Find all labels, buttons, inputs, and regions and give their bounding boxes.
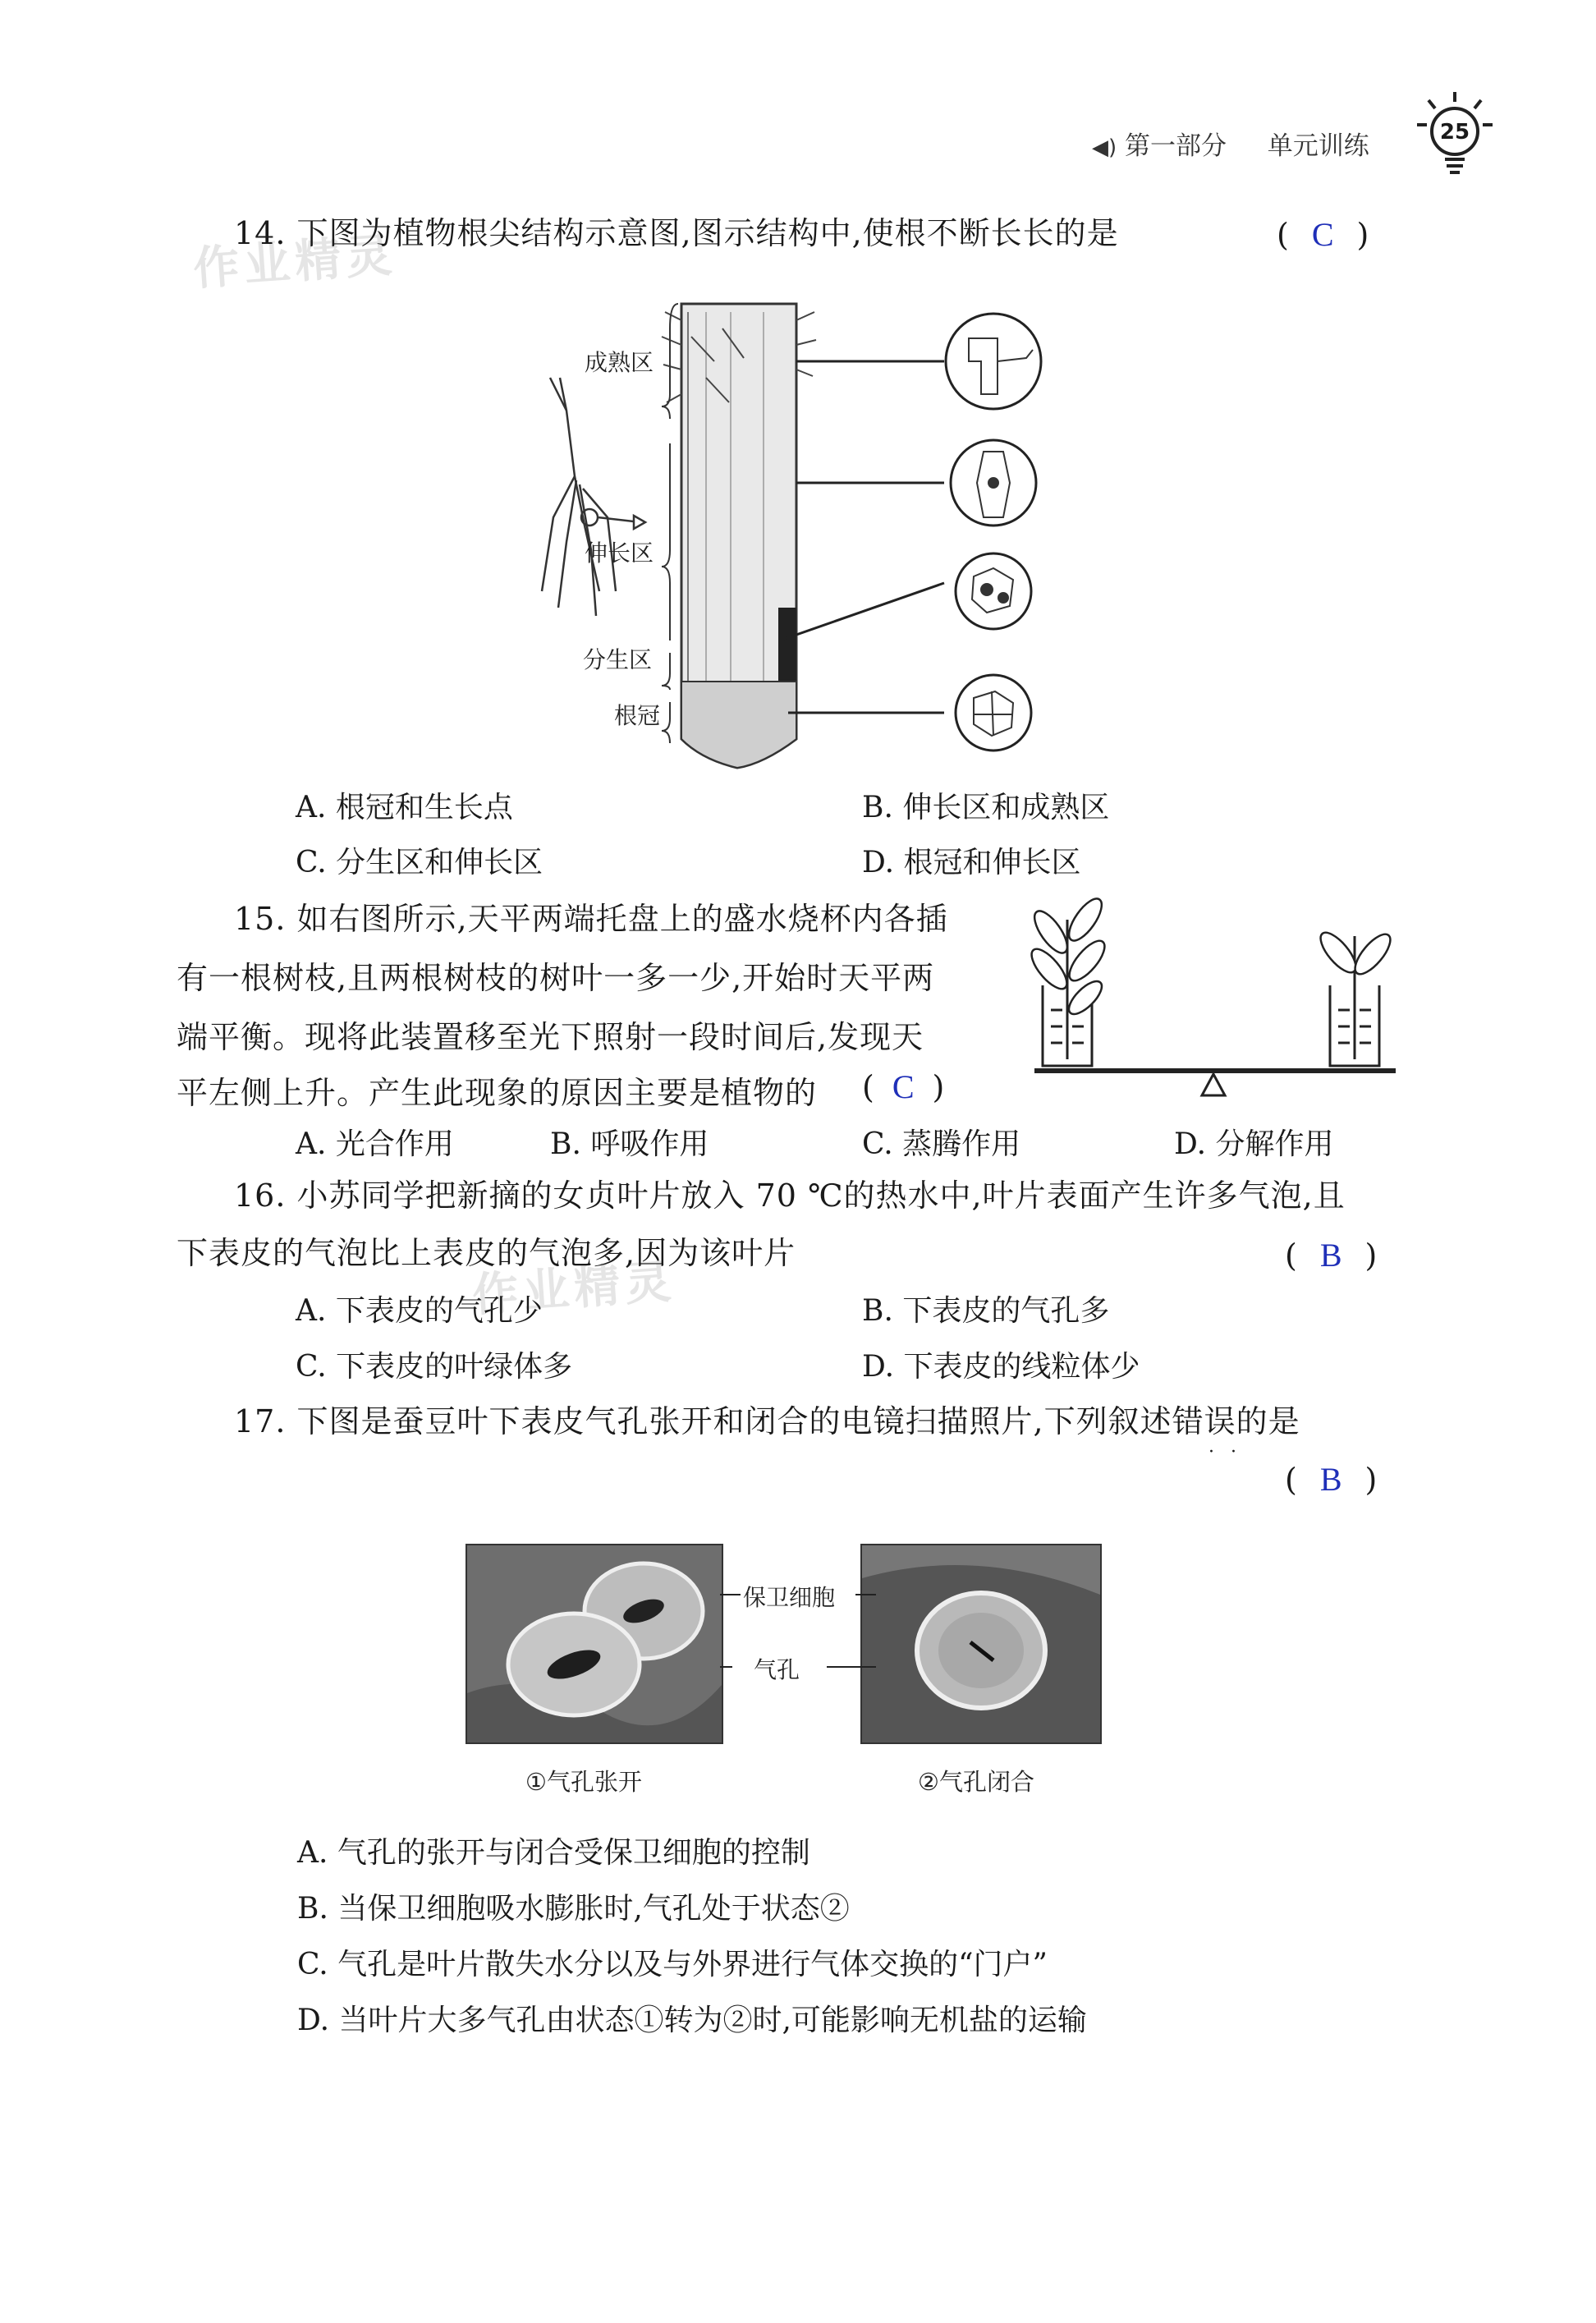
pointer-lines [780,361,944,713]
q17-option-d: D. 当叶片大多气孔由状态①转为②时,可能影响无机盐的运输 [297,2004,1087,2037]
q15-line-4: 平左侧上升。产生此现象的原因主要是植物的 [177,1075,818,1111]
label-meristem-zone: 分生区 [583,646,653,673]
q14-option-c: C. 分生区和伸长区 [296,846,543,879]
q17-option-a: A. 气孔的张开与闭合受保卫细胞的控制 [297,1836,810,1870]
q15-answer: C [892,1068,915,1105]
header-section: 第一部分 [1125,131,1227,161]
stomata-open-photo [466,1544,723,1744]
watermark: 作业精灵 [191,228,399,296]
q15-option-a: A. 光合作用 [296,1127,454,1161]
label-elongation-zone: 伸长区 [585,539,654,567]
seedling-sketch [542,378,645,616]
label-maturation-zone: 成熟区 [585,349,654,376]
q15-answer-paren: ( C ) [862,1068,945,1105]
page-header [1092,125,1369,162]
q15-line-2: 有一根树枝,且两根树枝的树叶一多一少,开始时天平两 [177,960,935,996]
q15-line-1: 15. 如右图所示,天平两端托盘上的盛水烧杯内各插 [234,901,948,937]
q17-option-c: C. 气孔是叶片散失水分以及与外界进行气体交换的“门户” [297,1948,1048,1981]
emphasis-dots: ·· [1208,1442,1253,1462]
zone-brackets [662,304,678,743]
q16-option-c: C. 下表皮的叶绿体多 [296,1350,573,1384]
q16-option-a: A. 下表皮的气孔少 [296,1294,543,1328]
q15-line-3: 端平衡。现将此装置移至光下照射一段时间后,发现天 [177,1019,924,1055]
q14-option-d: D. 根冠和伸长区 [862,846,1081,879]
q16-answer-paren: ( B ) [1285,1237,1378,1274]
q14-option-a: A. 根冠和生长点 [296,791,513,824]
q14-stem: 14. 下图为植物根尖结构示意图,图示结构中,使根不断长长的是 [234,215,1119,251]
cell-insets [946,314,1041,751]
root-tip-figure [517,279,1092,772]
q17-stem: 17. 下图是蚕豆叶下表皮气孔张开和闭合的电镜扫描照片,下列叙述错误的是 [234,1403,1300,1439]
label-guard-cell: 保卫细胞 [743,1584,836,1611]
q16-option-d: D. 下表皮的线粒体少 [862,1350,1140,1384]
root-cap [681,682,796,768]
q17-answer-paren: ( B ) [1285,1461,1378,1498]
watermark: 作业精灵 [470,1255,678,1323]
balance-figure [1026,887,1404,1109]
label-root-cap: 根冠 [614,702,661,729]
q15-option-b: B. 呼吸作用 [550,1127,709,1161]
header-unit: 单元训练 [1267,131,1369,161]
stomata-closed-photo [860,1544,1102,1744]
q16-answer: B [1319,1237,1342,1274]
q17-answer: B [1319,1461,1342,1498]
q14-option-b: B. 伸长区和成熟区 [862,791,1110,824]
caption-closed: ②气孔闭合 [918,1768,1034,1796]
q16-line-2: 下表皮的气泡比上表皮的气泡多,因为该叶片 [177,1235,796,1271]
stomata-closed-image [862,1545,1100,1742]
stomata-open-image [467,1545,722,1742]
q14-answer: C [1311,216,1334,253]
q14-answer-paren: ( C ) [1277,216,1369,253]
meristem-band [778,608,796,682]
balance-diagram [1026,887,1404,1109]
speaker-icon: ◀︎) [1092,135,1117,160]
page-number: 25 [1439,120,1470,145]
q17-option-b: B. 当保卫细胞吸水膨胀时,气孔处于状态② [297,1892,850,1926]
q16-line-1: 16. 小苏同学把新摘的女贞叶片放入 70 ℃的热水中,叶片表面产生许多气泡,且 [234,1178,1346,1214]
page-number-badge [1414,89,1496,179]
q15-option-d: D. 分解作用 [1174,1127,1334,1161]
label-stoma: 气孔 [754,1656,800,1683]
caption-open: ①气孔张开 [525,1768,642,1796]
q15-option-c: C. 蒸腾作用 [862,1127,1021,1161]
q16-option-b: B. 下表皮的气孔多 [862,1294,1110,1328]
